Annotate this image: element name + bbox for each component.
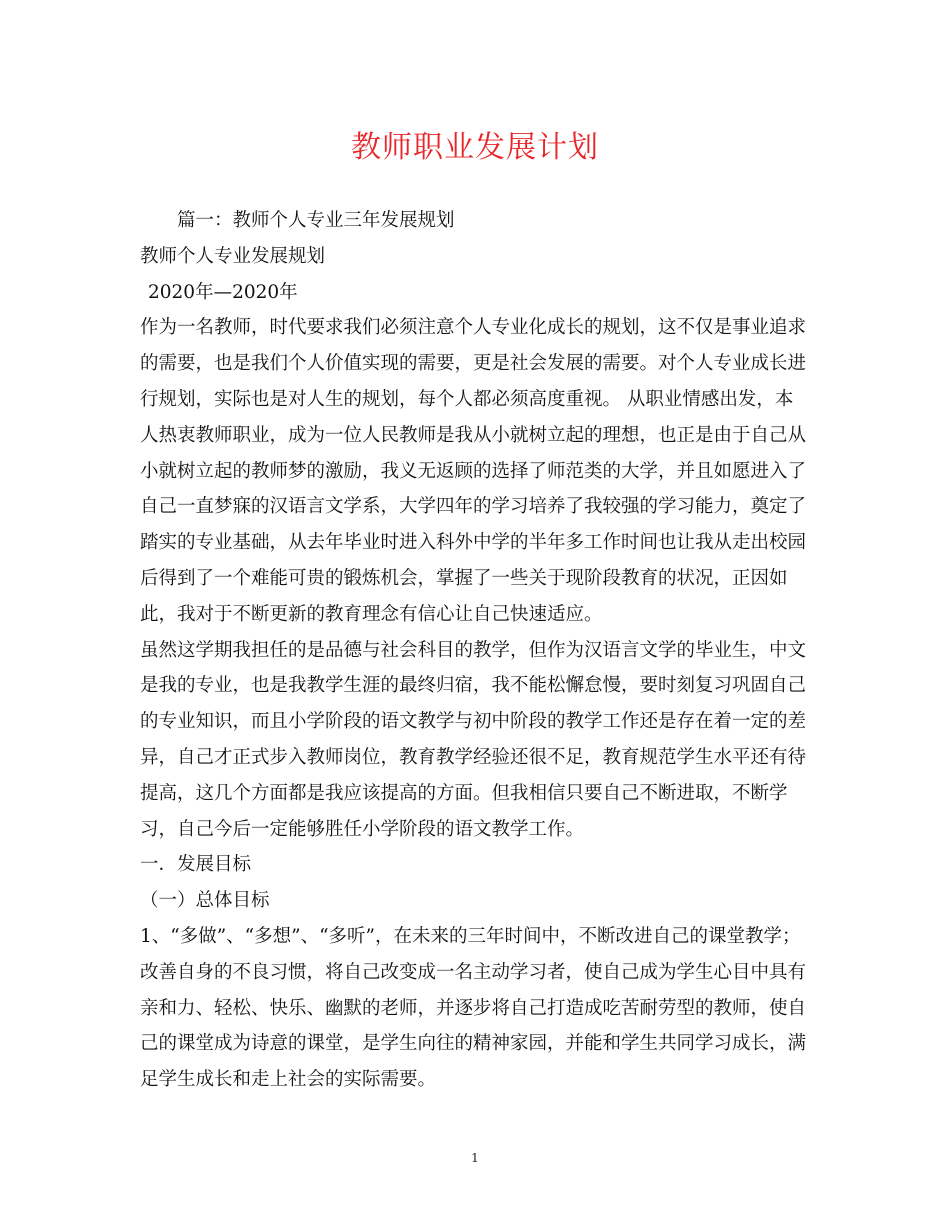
paragraph-line: 踏实的专业基础，从去年毕业时进入科外中学的半年多工作时间也让我从走出校园 — [140, 532, 807, 554]
document-title: 教师职业发展计划 — [351, 130, 599, 165]
paragraph-line: 此，我对于不断更新的教育理念有信心让自己快速适应。 — [140, 603, 603, 625]
section-heading: 一．发展目标 — [140, 854, 252, 876]
paragraph-line: 异，自己才正式步入教师岗位，教育教学经验还很不足，教育规范学生水平还有待 — [140, 746, 807, 768]
subtitle: 教师个人专业发展规划 — [140, 245, 326, 267]
paragraph-line: 习，自己今后一定能够胜任小学阶段的语文教学工作。 — [140, 818, 585, 840]
paragraph-line: 提高，这几个方面都是我应该提高的方面。但我相信只要自己不断进取，不断学 — [140, 782, 788, 804]
paragraph-line: 亲和力、轻松、快乐、幽默的老师，并逐步将自己打造成吃苦耐劳型的教师，使自 — [140, 997, 807, 1019]
paragraph-line: 自己一直梦寐的汉语言文学系，大学四年的学习培养了我较强的学习能力，奠定了 — [140, 496, 807, 518]
section-heading: 篇一：教师个人专业三年发展规划 — [177, 210, 455, 231]
paragraph-line: 的需要，也是我们个人价值实现的需要，更是社会发展的需要。对个人专业成长进 — [140, 353, 807, 375]
paragraph-line: 足学生成长和走上社会的实际需要。 — [140, 1069, 437, 1091]
paragraph-line: 后得到了一个难能可贵的锻炼机会，掌握了一些关于现阶段教育的状况，正因如 — [140, 567, 788, 589]
paragraph-line: 小就树立起的教师梦的激励，我义无返顾的选择了师范类的大学，并且如愿进入了 — [140, 460, 807, 482]
document-body — [140, 203, 815, 1098]
paragraph-line: 人热衷教师职业，成为一位人民教师是我从小就树立起的理想，也正是由于自己从 — [140, 424, 807, 446]
paragraph-line: 作为一名教师，时代要求我们必须注意个人专业化成长的规划，这不仅是事业追求 — [140, 317, 807, 339]
paragraph-line: 的专业知识，而且小学阶段的语文教学与初中阶段的教学工作还是存在着一定的差 — [140, 711, 807, 733]
paragraph-line: 行规划，实际也是对人生的规划，每个人都必须高度重视。 从职业情感出发，本 — [140, 388, 794, 410]
paragraph-line: 是我的专业，也是我教学生涯的最终归宿，我不能松懈怠慢，要时刻复习巩固自己 — [140, 675, 807, 697]
date-range: 2020年—2020年 — [148, 281, 298, 303]
paragraph-line: 己的课堂成为诗意的课堂，是学生向往的精神家园，并能和学生共同学习成长，满 — [140, 1033, 807, 1055]
paragraph-line: 1、“多做”、“多想”、“多听”，在未来的三年时间中，不断改进自己的课堂教学； — [140, 925, 801, 947]
paragraph-line: 改善自身的不良习惯，将自己改变成一名主动学习者，使自己成为学生心目中具有 — [140, 961, 807, 983]
subsection-heading: （一）总体目标 — [140, 890, 270, 912]
page-number: 1 — [471, 1151, 479, 1165]
paragraph-line: 虽然这学期我担任的是品德与社会科目的教学，但作为汉语言文学的毕业生，中文 — [140, 639, 807, 661]
